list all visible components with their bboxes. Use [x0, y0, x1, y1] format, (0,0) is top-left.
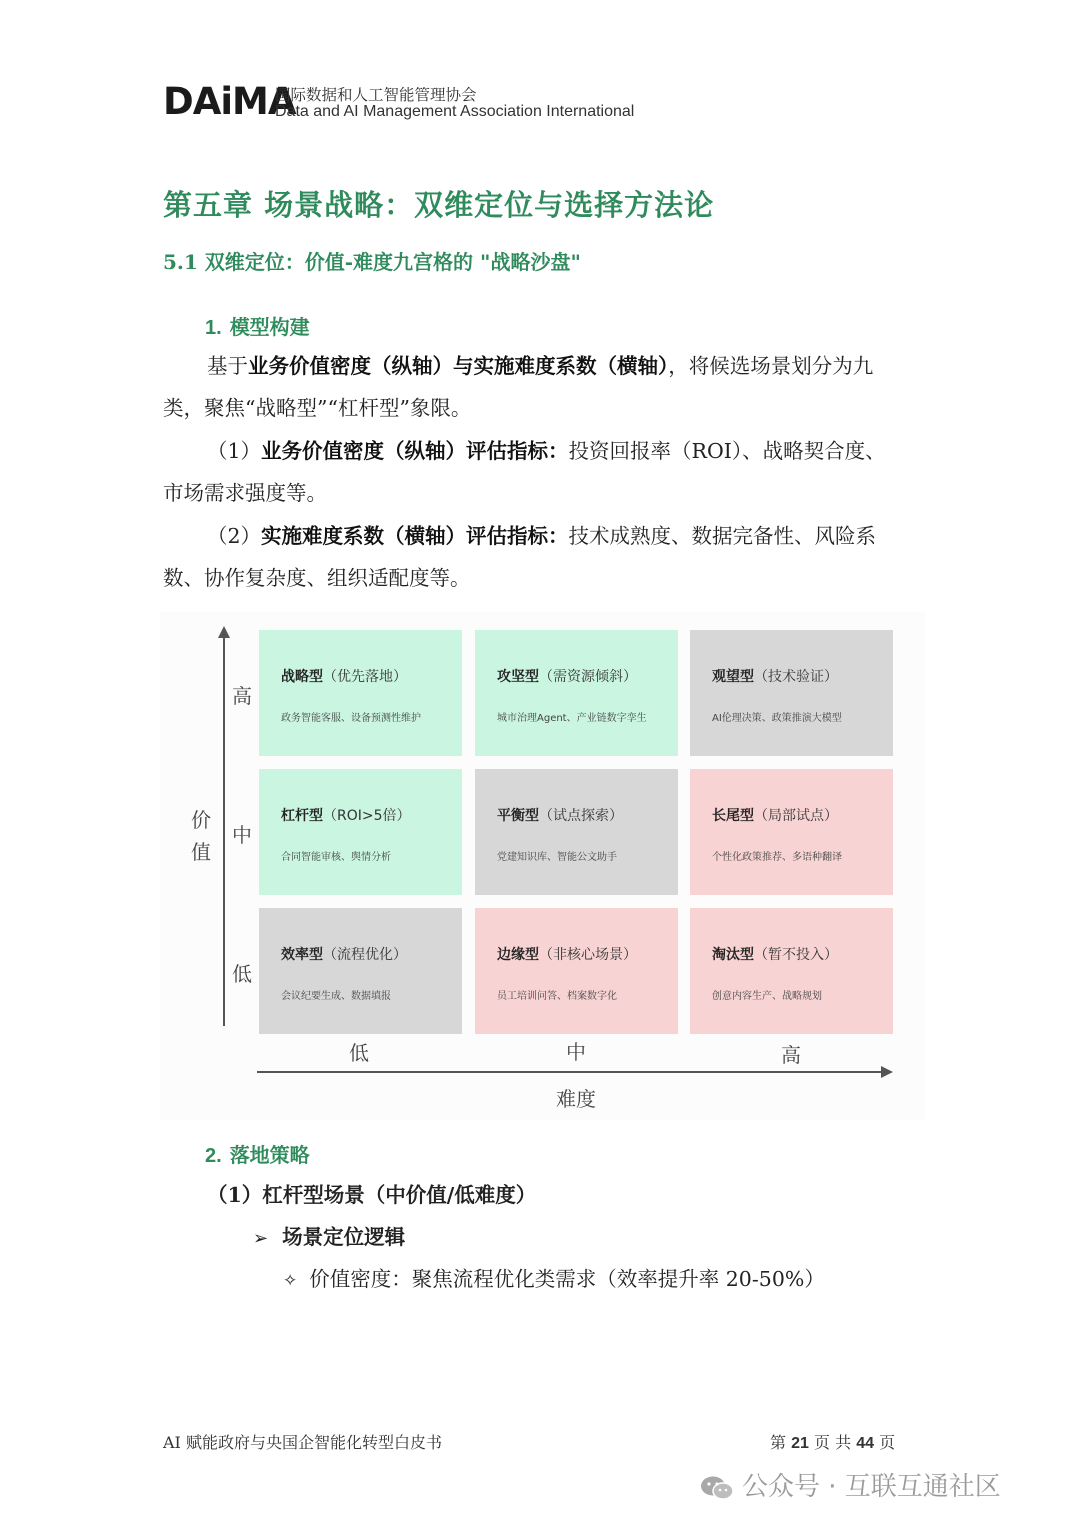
value-difficulty-matrix — [160, 612, 926, 1120]
chapter-title: 第五章 场景战略：双维定位与选择方法论 — [163, 188, 715, 222]
intro-line-1: 基于业务价值密度（纵轴）与实施难度系数（横轴），将候选场景划分为九 — [207, 354, 874, 378]
cell-efficiency: 效率型（流程优化） 会议纪要生成、数据填报 — [259, 908, 462, 1034]
value-indicator-line-1: （1）业务价值密度（纵轴）评估指标：投资回报率（ROI）、战略契合度、 — [207, 439, 886, 463]
cell-watch: 观望型（技术验证） AI伦理决策、政策推演大模型 — [690, 630, 893, 756]
cell-eliminate: 淘汰型（暂不投入） 创意内容生产、战略规划 — [690, 908, 893, 1034]
subsection-strategy: 2. 落地策略 — [205, 1143, 310, 1167]
y-level-low: 低 — [232, 962, 252, 986]
arrow-bullet-icon: ➢ — [253, 1228, 269, 1249]
subsection-title: 模型构建 — [229, 315, 310, 339]
footer-page-number: 第 21 页 共 44 页 — [770, 1433, 896, 1452]
intro-line-2: 类，聚焦“战略型”“杠杆型”象限。 — [163, 396, 472, 420]
strategy-leverage-heading: （1）杠杆型场景（中价值/低难度） — [207, 1183, 537, 1207]
y-axis-title: 价 值 — [191, 808, 211, 864]
diamond-value-density: ✧ 价值密度：聚焦流程优化类需求（效率提升率 20-50%） — [283, 1267, 825, 1291]
wechat-watermark: 公众号 · 互联互通社区 — [700, 1466, 1001, 1503]
x-axis-arrow — [257, 1064, 893, 1080]
difficulty-indicator-line-2: 数、协作复杂度、组织适配度等。 — [163, 566, 471, 590]
subsection-model — [205, 311, 310, 340]
bullet-positioning-logic: ➢ 场景定位逻辑 — [253, 1225, 406, 1249]
daima-logo: DAiMA — [163, 80, 296, 123]
org-name-en: Data and AI Management Association International — [275, 103, 635, 120]
x-axis-title: 难度 — [556, 1087, 596, 1111]
x-level-low: 低 — [349, 1041, 369, 1065]
x-level-mid: 中 — [566, 1040, 586, 1064]
section-title: 5.1 双维定位：价值-难度九宫格的 "战略沙盘" — [163, 250, 581, 274]
y-level-mid: 中 — [232, 823, 252, 847]
value-indicator-line-2: 市场需求强度等。 — [163, 481, 327, 505]
org-name-cn: 国际数据和人工智能管理协会 — [275, 86, 477, 104]
y-level-high: 高 — [232, 684, 252, 708]
subsection-number: 1. — [205, 317, 222, 339]
cell-leverage: 杠杆型（ROI>5倍） 合同智能审核、舆情分析 — [259, 769, 462, 895]
cell-marginal: 边缘型（非核心场景） 员工培训问答、档案数字化 — [475, 908, 678, 1034]
cell-long-tail: 长尾型（局部试点） 个性化政策推荐、多语种翻译 — [690, 769, 893, 895]
footer-doc-title: AI 赋能政府与央国企智能化转型白皮书 — [163, 1433, 442, 1452]
wechat-icon — [700, 1475, 734, 1501]
cell-strategic: 战略型（优先落地） 政务智能客服、设备预测性维护 — [259, 630, 462, 756]
y-axis-arrow — [216, 626, 232, 1028]
x-level-high: 高 — [781, 1043, 801, 1067]
difficulty-indicator-line-1: （2）实施难度系数（横轴）评估指标：技术成熟度、数据完备性、风险系 — [207, 524, 877, 548]
cell-balanced: 平衡型（试点探索） 党建知识库、智能公文助手 — [475, 769, 678, 895]
cell-tackle: 攻坚型（需资源倾斜） 城市治理Agent、产业链数字孪生 — [475, 630, 678, 756]
diamond-bullet-icon: ✧ — [283, 1271, 298, 1291]
